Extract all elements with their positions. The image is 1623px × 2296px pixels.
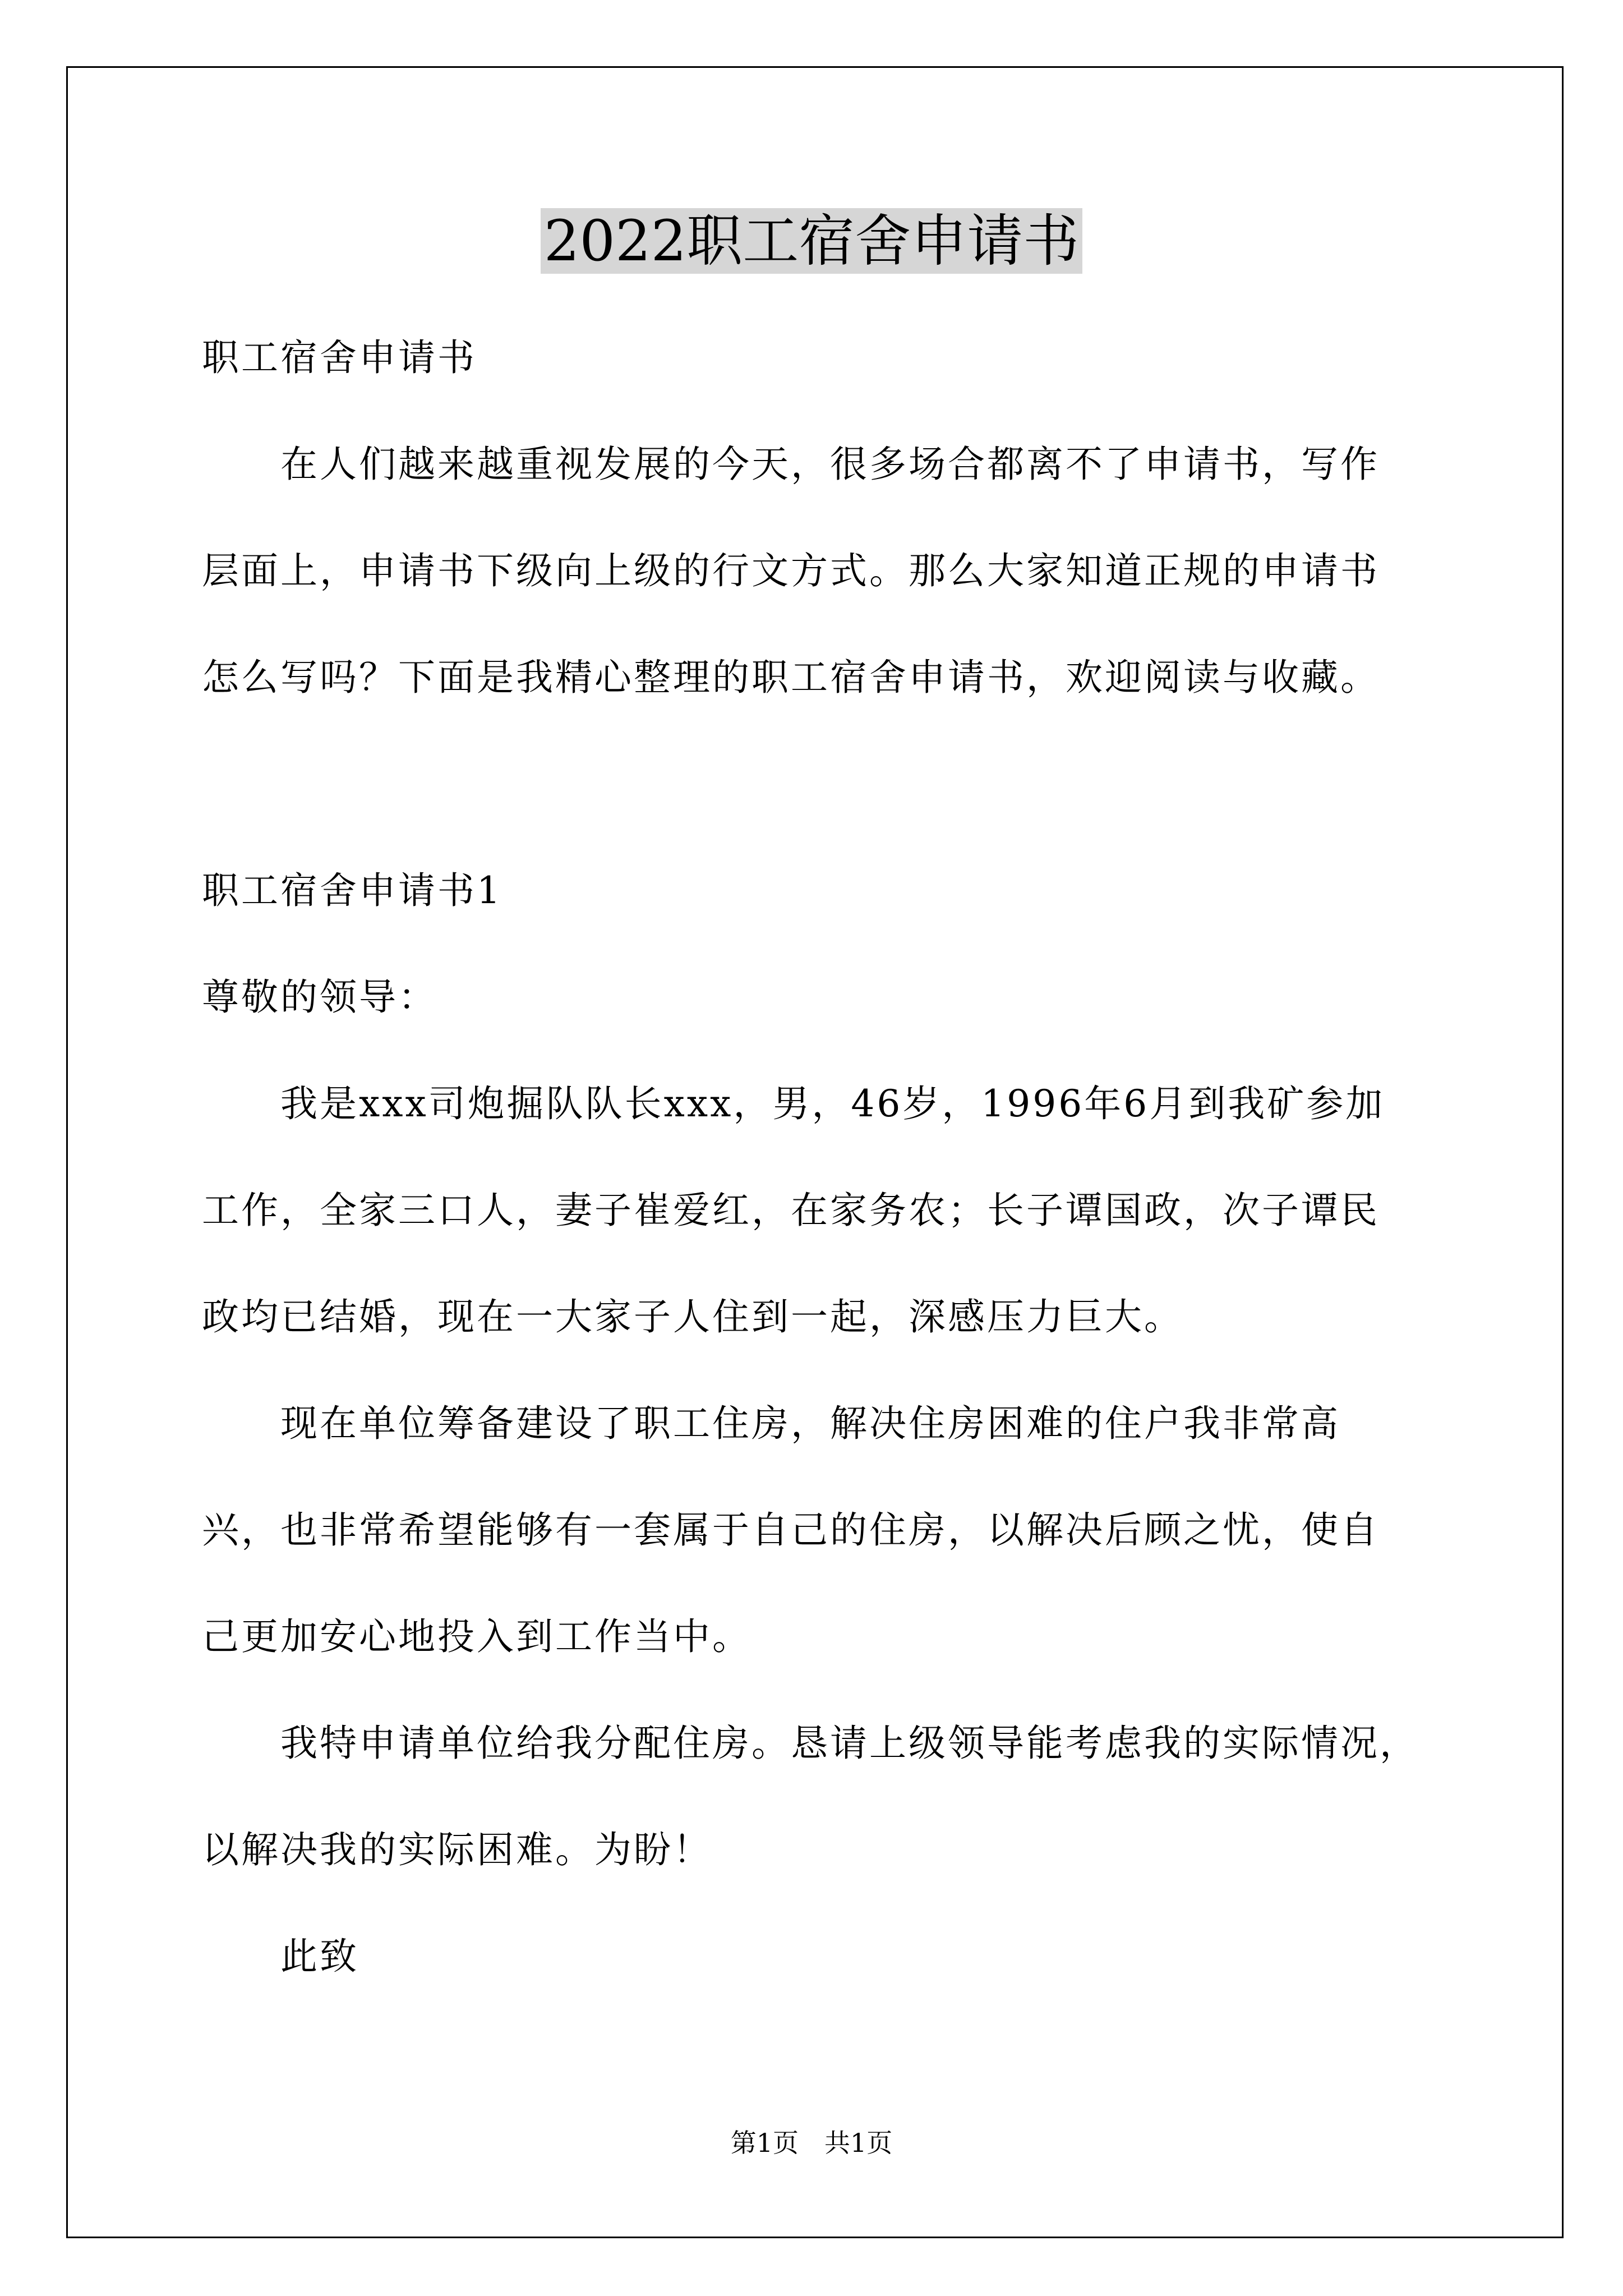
section-heading-intro: 职工宿舍申请书 (202, 336, 477, 379)
paragraph-line: 己更加安心地投入到工作当中。 (202, 1615, 751, 1658)
paragraph-line: 在人们越来越重视发展的今天，很多场合都离不了申请书，写作 (280, 443, 1380, 486)
page-footer: 第1页 共1页 (730, 2128, 893, 2158)
document-title (0, 202, 1623, 280)
paragraph-line: 层面上，申请书下级向上级的行文方式。那么大家知道正规的申请书 (202, 549, 1380, 592)
salutation: 尊敬的领导： (202, 976, 437, 1019)
paragraph-line: 怎么写吗？下面是我精心整理的职工宿舍申请书，欢迎阅读与收藏。 (202, 656, 1380, 699)
paragraph-line: 以解决我的实际困难。为盼！ (202, 1828, 712, 1871)
paragraph-line: 现在单位筹备建设了职工住房，解决住房困难的住户我非常高 (280, 1402, 1340, 1445)
paragraph-line: 兴，也非常希望能够有一套属于自己的住房，以解决后顾之忧，使自 (202, 1508, 1380, 1552)
section-heading-1: 职工宿舍申请书1 (202, 869, 502, 912)
page-border (66, 66, 1564, 2238)
document-title-text: 2022职工宿舍申请书 (541, 208, 1083, 274)
paragraph-line: 我是xxx司炮掘队队长xxx，男，46岁，1996年6月到我矿参加 (280, 1082, 1385, 1125)
paragraph-line: 政均已结婚，现在一大家子人住到一起，深感压力巨大。 (202, 1295, 1183, 1338)
paragraph-line: 我特申请单位给我分配住房。恳请上级领导能考虑我的实际情况， (280, 1722, 1419, 1765)
paragraph-line: 工作，全家三口人，妻子崔爱红，在家务农；长子谭国政，次子谭民 (202, 1189, 1380, 1232)
closing-line: 此致 (280, 1935, 359, 1978)
